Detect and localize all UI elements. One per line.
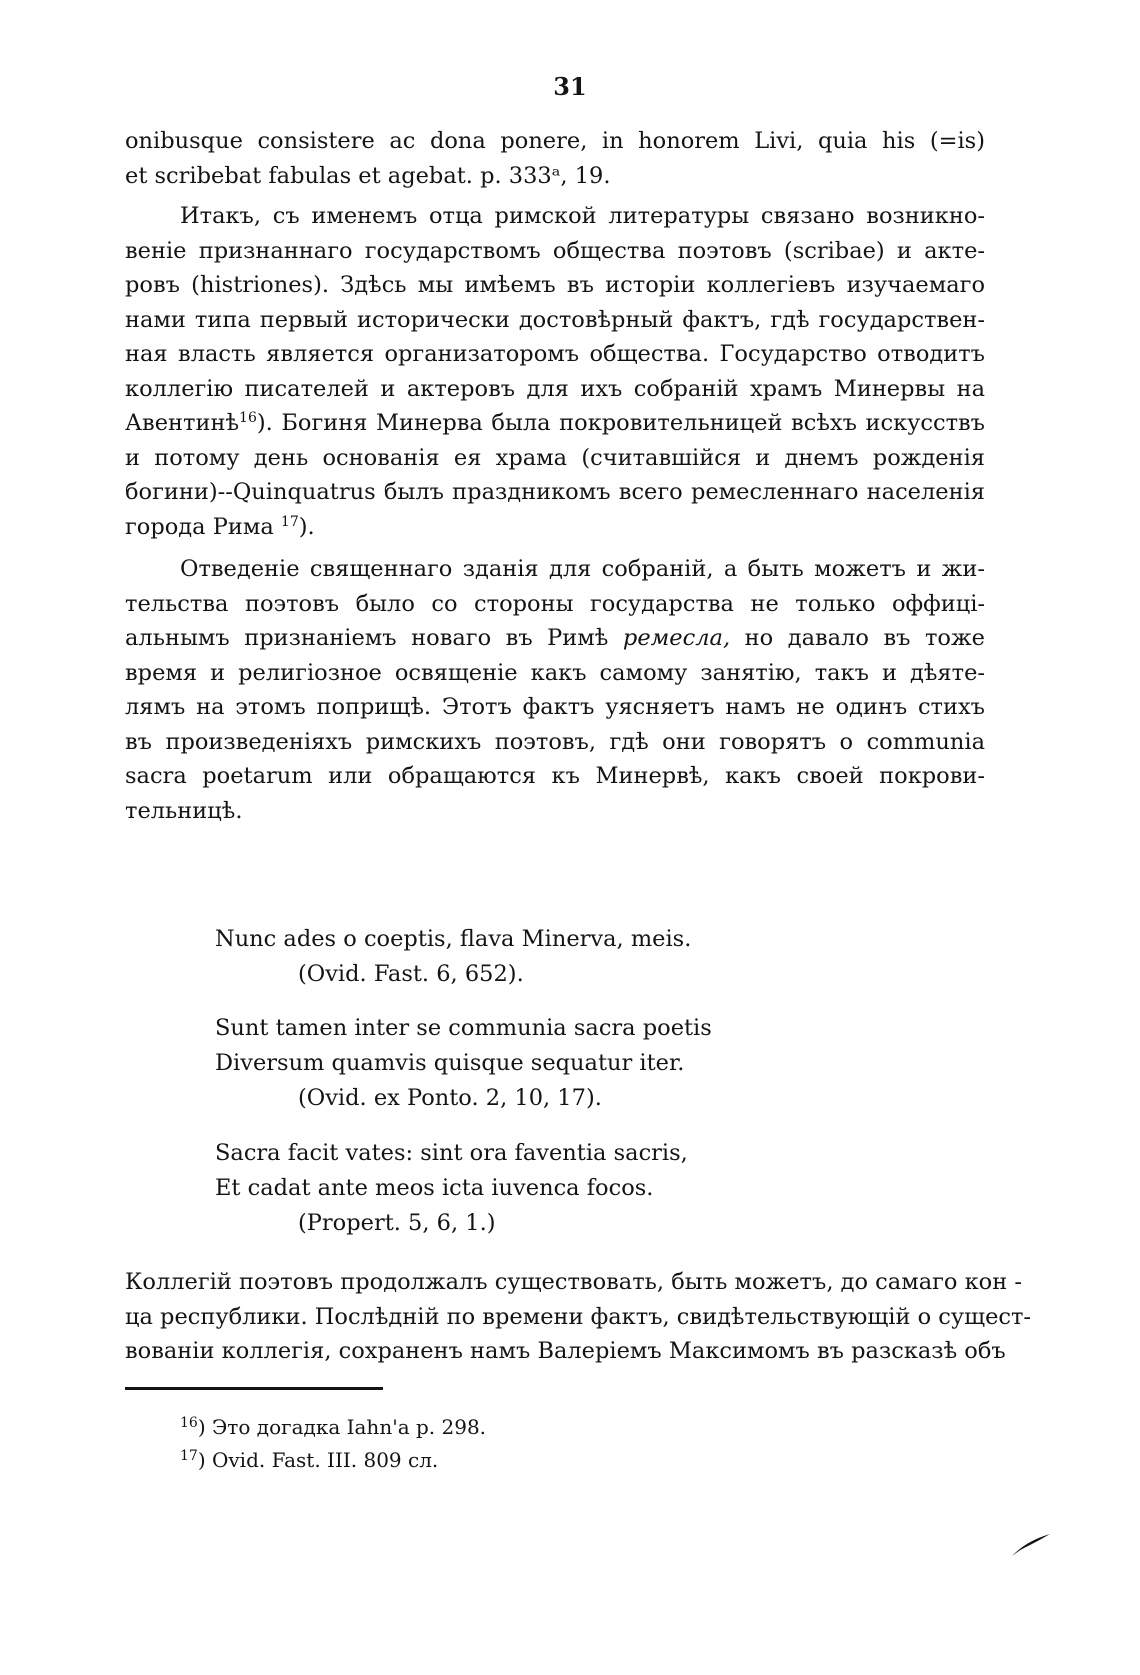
text-line: вованіи коллегія, сохраненъ намъ Валеріемъ Максимомъ въ разсказѣ объ <box>125 1338 1006 1364</box>
text-line: Коллегій поэтовъ продолжалъ существовать, быть можетъ, до самаго кон - <box>125 1269 1022 1295</box>
text-line: и потому день основанія ея храма (считавшійся и днемъ рожденія <box>125 444 985 471</box>
footnote-text: ) Ovid. Fast. III. 809 сл. <box>197 1448 439 1472</box>
italic-emphasis: ремесла, <box>622 625 731 651</box>
footnote-separator <box>125 1387 383 1390</box>
text-line: sacra poetarum или обращаются къ Минервѣ, какъ своей покрови- <box>125 763 985 789</box>
text-line: onibusque consistere ac dona ponere, in honorem Livi, quia his (=is) <box>125 128 985 154</box>
text-line: тельницѣ. <box>125 797 243 824</box>
text-line: ровъ (histriones). Здѣсь мы имѣемъ въ исторіи коллегіевъ изучаемаго <box>125 272 985 298</box>
footnote-17 <box>180 1440 438 1476</box>
footnote-reference: 17 <box>280 513 299 530</box>
footnote-16 <box>180 1407 486 1443</box>
footnote-text: ) Это догадка Iahn'a p. 298. <box>197 1415 487 1439</box>
text-fragment: ). Богиня Минерва была покровительницей всѣхъ искусствъ <box>256 410 985 436</box>
verse-line: Sacra facit vates: sint ora faventia sacris, <box>215 1140 688 1166</box>
footnote-mark: 16 <box>180 1415 198 1431</box>
text-line <box>125 510 985 545</box>
text-line <box>125 621 985 656</box>
text-line: ная власть является организаторомъ общества. Государство отводитъ <box>125 341 985 367</box>
verse-source: (Propert. 5, 6, 1.) <box>298 1210 496 1236</box>
paragraph-continuation <box>125 124 985 193</box>
paragraph-roman-literature <box>125 199 985 544</box>
text-line: богини)--Quinquatrus былъ праздникомъ всего ремесленнаго населенія <box>125 479 985 505</box>
verse-source: (Ovid. Fast. 6, 652). <box>298 961 524 987</box>
text-line: Итакъ, съ именемъ отца римской литературы связано возникно- <box>180 203 985 229</box>
text-line: Отведеніе священнаго зданія для собраній, а быть можетъ и жи- <box>180 556 985 582</box>
footnote-reference: 16 <box>239 410 257 426</box>
text-fragment: но давало въ тоже <box>730 625 985 651</box>
verse-line: Sunt tamen inter se communia sacra poetis <box>215 1015 712 1041</box>
text-line: et scribebat fabulas et agebat. p. 333ᵃ, 19. <box>125 162 611 189</box>
text-line: въ произведеніяхъ римскихъ поэтовъ, гдѣ они говорятъ о communia <box>125 728 985 755</box>
text-line <box>125 406 985 441</box>
text-line: лямъ на этомъ поприщѣ. Этотъ фактъ уясняетъ намъ не одинъ стихъ <box>125 694 985 720</box>
paragraph-college-of-poets <box>125 1265 1032 1369</box>
verse-line: Nunc ades o coeptis, flava Minerva, meis. <box>215 926 692 952</box>
text-fragment: Авентинѣ <box>125 410 240 436</box>
verse-line: Diversum quamvis quisque sequatur iter. <box>215 1050 685 1076</box>
text-line: коллегію писателей и актеровъ для ихъ собраній храмъ Минервы на <box>125 375 985 402</box>
verse-source: (Ovid. ex Ponto. 2, 10, 17). <box>298 1085 602 1111</box>
text-line: время и религіозное освященіе какъ самому занятію, такъ и дѣяте- <box>125 659 985 686</box>
paragraph-sacred-building <box>125 552 985 828</box>
text-fragment: ). <box>298 513 315 540</box>
verse-line: Et cadat ante meos icta iuvenca focos. <box>215 1175 654 1201</box>
text-fragment: альнымъ признаніемъ новаго въ Римѣ <box>125 625 623 651</box>
text-line: нами типа первый исторически достовѣрный фактъ, гдѣ государствен- <box>125 306 985 333</box>
text-line: тельства поэтовъ было со стороны государства не только оффиці- <box>125 590 985 617</box>
ink-mark-icon <box>1010 1530 1052 1558</box>
text-fragment: города Рима <box>125 513 274 540</box>
page-number: 31 <box>553 72 587 101</box>
text-line: веніе признаннаго государствомъ общества поэтовъ (scribae) и акте- <box>125 237 985 264</box>
text-line: ца республики. Послѣдній по времени фактъ, свидѣтельствующій о сущест- <box>125 1303 1032 1330</box>
footnote-mark: 17 <box>180 1448 198 1464</box>
